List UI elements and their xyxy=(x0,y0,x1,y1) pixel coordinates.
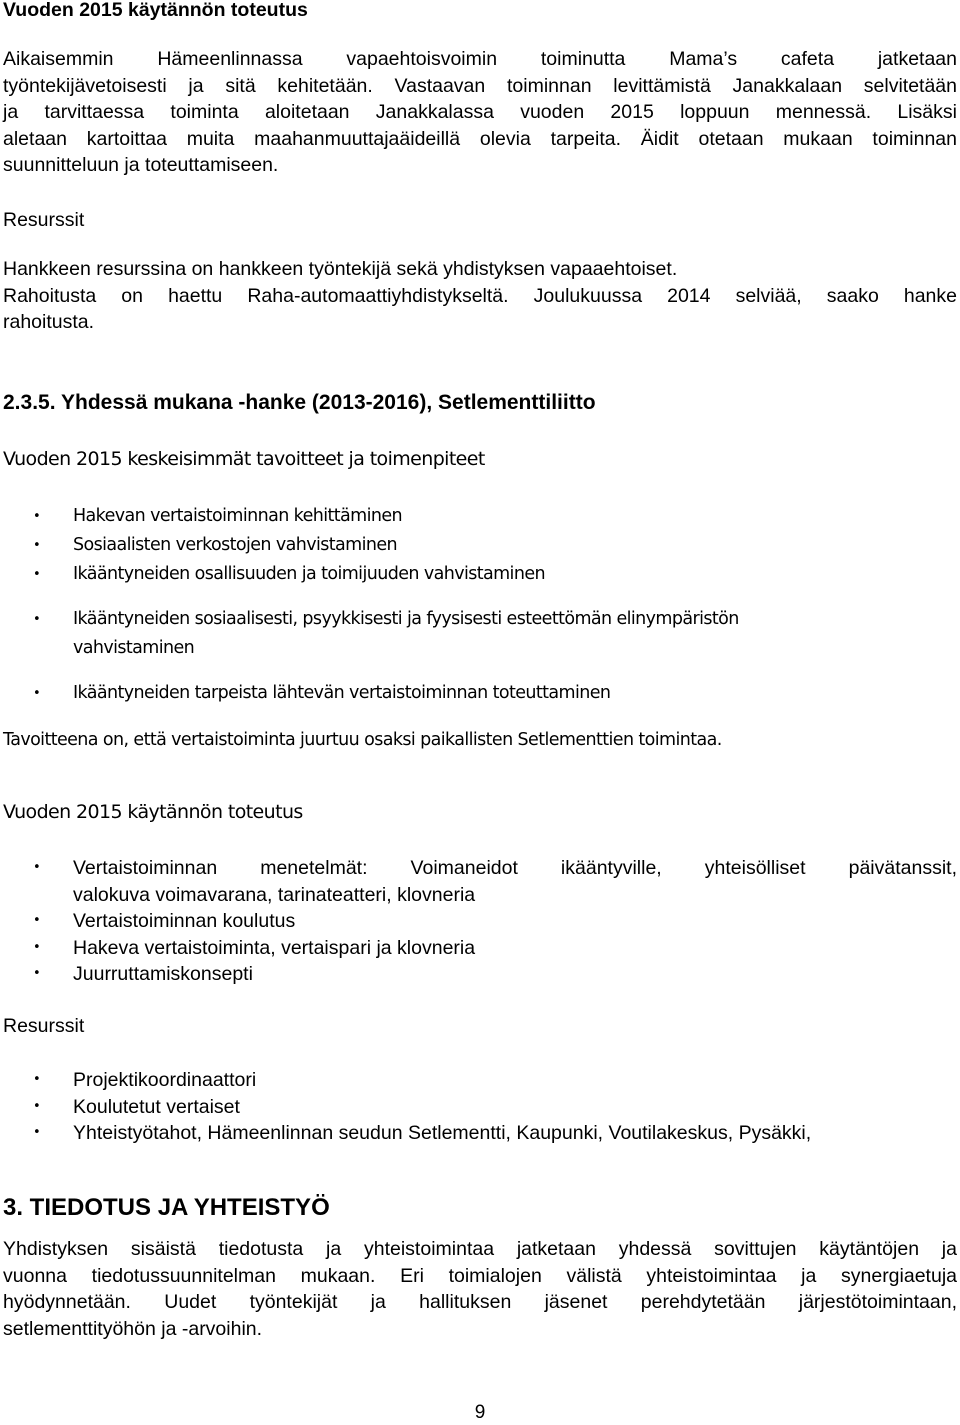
paragraph-resources xyxy=(3,256,957,336)
paragraph-tiedotus xyxy=(3,1236,957,1342)
bullet-icon: • xyxy=(33,1072,41,1087)
paragraph-line: ja tarvittaessa toiminta aloitetaan Janakkalassa vuoden 2015 loppuun mennessä. Lisäksi xyxy=(3,101,957,123)
paragraph-line: aletaan kartoittaa muita maahanmuuttajaäideillä olevia tarpeita. Äidit otetaan mukaan toiminnan xyxy=(3,127,957,150)
paragraph-line: Hankkeen resurssina on hankkeen työntekijä sekä yhdistyksen vapaaehtoiset. xyxy=(3,258,678,280)
bullet-icon: • xyxy=(33,538,41,553)
paragraph-line: rahoitusta. xyxy=(3,311,95,333)
paragraph-line: työntekijävetoisesti ja sitä kehitetään. Vastaavan toiminnan levittämistä Janakkalaan selvitetään xyxy=(3,74,957,97)
bullet-icon: • xyxy=(33,966,41,981)
paragraph-line: Rahoitusta on haettu Raha-automaattiyhdistykseltä. Joulukuussa 2014 selviää, saako hanke xyxy=(3,284,957,307)
bullet-icon: • xyxy=(33,686,41,701)
bullet-icon: • xyxy=(33,939,41,955)
section-title-tiedotus: 3. TIEDOTUS JA YHTEISTYÖ xyxy=(3,1194,330,1221)
bullet-icon: • xyxy=(33,567,41,582)
bullet-icon: • xyxy=(33,509,41,524)
resources-heading: Resurssit xyxy=(3,1015,85,1037)
list-item: • Ikääntyneiden sosiaalisesti, psyykkisesti ja fyysisesti esteettömän elinympäristön vahvistaminen xyxy=(0,605,957,663)
bullet-icon: • xyxy=(33,1125,41,1140)
section-heading-practice-2015: Vuoden 2015 käytännön toteutus xyxy=(3,0,308,21)
paragraph-line: setlementtityöhön ja -arvoihin. xyxy=(3,1317,263,1340)
list-item: • Yhteistyötahot, Hämeenlinnan seudun Setlementti, Kaupunki, Voutilakeskus, Pysäkki, xyxy=(0,1120,957,1147)
practice-list xyxy=(0,855,957,988)
list-item: • Vertaistoiminnan koulutus xyxy=(0,908,957,935)
goals-list xyxy=(0,502,957,708)
resources-heading: Resurssit xyxy=(3,209,85,231)
resources-list xyxy=(0,1067,957,1147)
paragraph-line: vuonna tiedotussuunnitelman mukaan. Eri toimialojen välistä yhteistoimintaa ja synergiaetuja xyxy=(3,1264,957,1287)
list-item: • Ikääntyneiden tarpeista lähtevän vertaistoiminnan toteuttaminen xyxy=(0,679,957,708)
paragraph-line: hyödynnetään. Uudet työntekijät ja hallituksen jäsenet perehdytetään järjestötoimintaan, xyxy=(3,1291,957,1313)
bullet-icon: • xyxy=(33,860,41,875)
section-title-yhdessa-mukana: 2.3.5. Yhdessä mukana -hanke (2013-2016), Setlementtiliitto xyxy=(3,391,596,414)
practice-heading: Vuoden 2015 käytännön toteutus xyxy=(3,801,303,823)
goals-heading: Vuoden 2015 keskeisimmät tavoitteet ja toimenpiteet xyxy=(3,448,485,470)
paragraph-line: Yhdistyksen sisäistä tiedotusta ja yhteistoimintaa jatketaan yhdessä sovittujen käytäntöjen ja xyxy=(3,1238,957,1260)
list-item: • Vertaistoiminnan menetelmät: Voimaneidot ikääntyville, yhteisölliset päivätanssit, valokuva voimavarana, tarinateatteri, klovneria xyxy=(33,857,957,906)
paragraph-mamas-cafe xyxy=(3,46,957,179)
page-number: 9 xyxy=(474,1402,486,1423)
paragraph-line: Aikaisemmin Hämeenlinnassa vapaehtoisvoimin toiminutta Mama’s cafeta jatketaan xyxy=(3,48,957,70)
goal-statement: Tavoitteena on, että vertaistoiminta juurtuu osaksi paikallisten Setlementtien toimintaa. xyxy=(3,730,722,750)
list-item: • Juurruttamiskonsepti xyxy=(0,961,957,988)
bullet-icon: • xyxy=(33,612,41,627)
list-item: • Hakevan vertaistoiminnan kehittäminen xyxy=(0,502,957,531)
list-item: • Hakeva vertaistoiminta, vertaispari ja klovneria xyxy=(0,935,957,962)
list-item: • Ikääntyneiden osallisuuden ja toimijuuden vahvistaminen xyxy=(0,560,957,589)
list-item: • Koulutetut vertaiset xyxy=(0,1094,957,1121)
bullet-icon: • xyxy=(33,1098,41,1114)
list-item: • Projektikoordinaattori xyxy=(0,1067,957,1094)
list-item: • Sosiaalisten verkostojen vahvistaminen xyxy=(0,531,957,560)
paragraph-line: suunnitteluun ja toteuttamiseen. xyxy=(3,154,279,176)
bullet-icon: • xyxy=(33,913,41,928)
